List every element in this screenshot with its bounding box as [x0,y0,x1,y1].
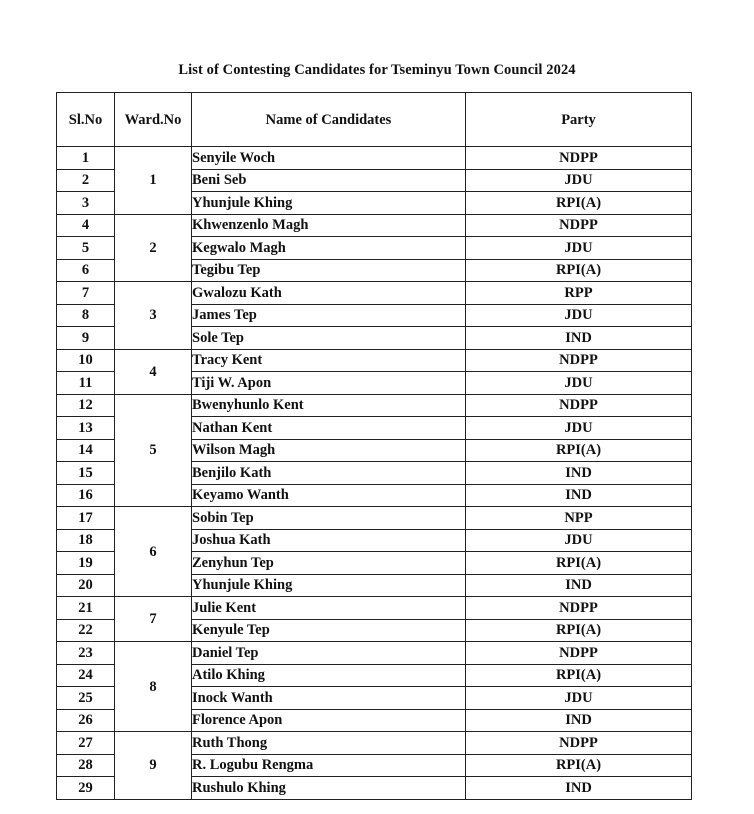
ward-number-cell: 6 [115,507,192,597]
party-cell: JDU [466,169,692,192]
serial-number-cell: 6 [57,259,115,282]
party-cell: NDPP [466,214,692,237]
party-cell: RPI(A) [466,552,692,575]
party-cell: NDPP [466,642,692,665]
party-cell: IND [466,709,692,732]
table-row [57,282,692,305]
serial-number-cell: 23 [57,642,115,665]
table-row [57,597,692,620]
table-row [57,732,692,755]
table-body [57,147,692,800]
party-cell: RPI(A) [466,439,692,462]
serial-number-cell: 12 [57,394,115,417]
party-cell: RPI(A) [466,664,692,687]
candidate-name-cell: Senyile Woch [192,147,466,170]
ward-number-cell: 5 [115,394,192,507]
table-row [57,147,692,170]
serial-number-cell: 17 [57,507,115,530]
candidate-name-cell: Tiji W. Apon [192,372,466,395]
party-cell: IND [466,462,692,485]
candidate-name-cell: Sobin Tep [192,507,466,530]
serial-number-cell: 7 [57,282,115,305]
serial-number-cell: 27 [57,732,115,755]
party-cell: NDPP [466,349,692,372]
party-cell: JDU [466,529,692,552]
serial-number-cell: 29 [57,777,115,800]
ward-number-cell: 1 [115,147,192,215]
header-candidate-name: Name of Candidates [192,93,466,147]
candidate-name-cell: Inock Wanth [192,687,466,710]
ward-number-cell: 7 [115,597,192,642]
candidate-name-cell: Zenyhun Tep [192,552,466,575]
candidate-name-cell: Tegibu Tep [192,259,466,282]
serial-number-cell: 11 [57,372,115,395]
table-row [57,214,692,237]
header-party: Party [466,93,692,147]
ward-number-cell: 4 [115,349,192,394]
serial-number-cell: 14 [57,439,115,462]
candidate-name-cell: Rushulo Khing [192,777,466,800]
serial-number-cell: 24 [57,664,115,687]
serial-number-cell: 13 [57,417,115,440]
candidate-name-cell: Atilo Khing [192,664,466,687]
candidate-name-cell: Daniel Tep [192,642,466,665]
candidate-name-cell: Sole Tep [192,327,466,350]
serial-number-cell: 25 [57,687,115,710]
party-cell: RPI(A) [466,192,692,215]
party-cell: JDU [466,417,692,440]
party-cell: RPI(A) [466,259,692,282]
table-row [57,507,692,530]
candidate-name-cell: Benjilo Kath [192,462,466,485]
serial-number-cell: 16 [57,484,115,507]
party-cell: IND [466,777,692,800]
party-cell: NPP [466,507,692,530]
serial-number-cell: 9 [57,327,115,350]
party-cell: IND [466,327,692,350]
ward-number-cell: 2 [115,214,192,282]
party-cell: JDU [466,687,692,710]
party-cell: IND [466,484,692,507]
table-row [57,642,692,665]
candidate-name-cell: Keyamo Wanth [192,484,466,507]
table-header-row [57,93,692,147]
table-row [57,349,692,372]
serial-number-cell: 10 [57,349,115,372]
candidate-name-cell: Kegwalo Magh [192,237,466,260]
party-cell: NDPP [466,394,692,417]
candidate-name-cell: Kenyule Tep [192,619,466,642]
candidate-name-cell: Bwenyhunlo Kent [192,394,466,417]
candidates-table [56,92,692,800]
candidate-name-cell: Nathan Kent [192,417,466,440]
serial-number-cell: 3 [57,192,115,215]
serial-number-cell: 20 [57,574,115,597]
party-cell: RPI(A) [466,619,692,642]
party-cell: RPI(A) [466,754,692,777]
serial-number-cell: 19 [57,552,115,575]
party-cell: NDPP [466,732,692,755]
serial-number-cell: 8 [57,304,115,327]
serial-number-cell: 1 [57,147,115,170]
serial-number-cell: 2 [57,169,115,192]
candidate-name-cell: Wilson Magh [192,439,466,462]
table-row [57,394,692,417]
page-title: List of Contesting Candidates for Tseminyu Town Council 2024 [178,62,576,78]
candidate-name-cell: Khwenzenlo Magh [192,214,466,237]
candidate-name-cell: Yhunjule Khing [192,192,466,215]
serial-number-cell: 28 [57,754,115,777]
party-cell: RPP [466,282,692,305]
serial-number-cell: 18 [57,529,115,552]
party-cell: IND [466,574,692,597]
candidate-name-cell: Florence Apon [192,709,466,732]
candidate-name-cell: Yhunjule Khing [192,574,466,597]
party-cell: NDPP [466,597,692,620]
ward-number-cell: 9 [115,732,192,800]
candidate-name-cell: Gwalozu Kath [192,282,466,305]
header-sl-no: Sl.No [57,93,115,147]
ward-number-cell: 8 [115,642,192,732]
serial-number-cell: 22 [57,619,115,642]
candidate-name-cell: Ruth Thong [192,732,466,755]
party-cell: JDU [466,372,692,395]
party-cell: JDU [466,304,692,327]
serial-number-cell: 21 [57,597,115,620]
candidate-name-cell: Julie Kent [192,597,466,620]
candidate-name-cell: James Tep [192,304,466,327]
ward-number-cell: 3 [115,282,192,350]
candidate-name-cell: R. Logubu Rengma [192,754,466,777]
header-ward-no: Ward.No [115,93,192,147]
candidate-name-cell: Beni Seb [192,169,466,192]
party-cell: JDU [466,237,692,260]
candidate-name-cell: Joshua Kath [192,529,466,552]
serial-number-cell: 15 [57,462,115,485]
serial-number-cell: 26 [57,709,115,732]
serial-number-cell: 4 [57,214,115,237]
serial-number-cell: 5 [57,237,115,260]
candidate-name-cell: Tracy Kent [192,349,466,372]
party-cell: NDPP [466,147,692,170]
